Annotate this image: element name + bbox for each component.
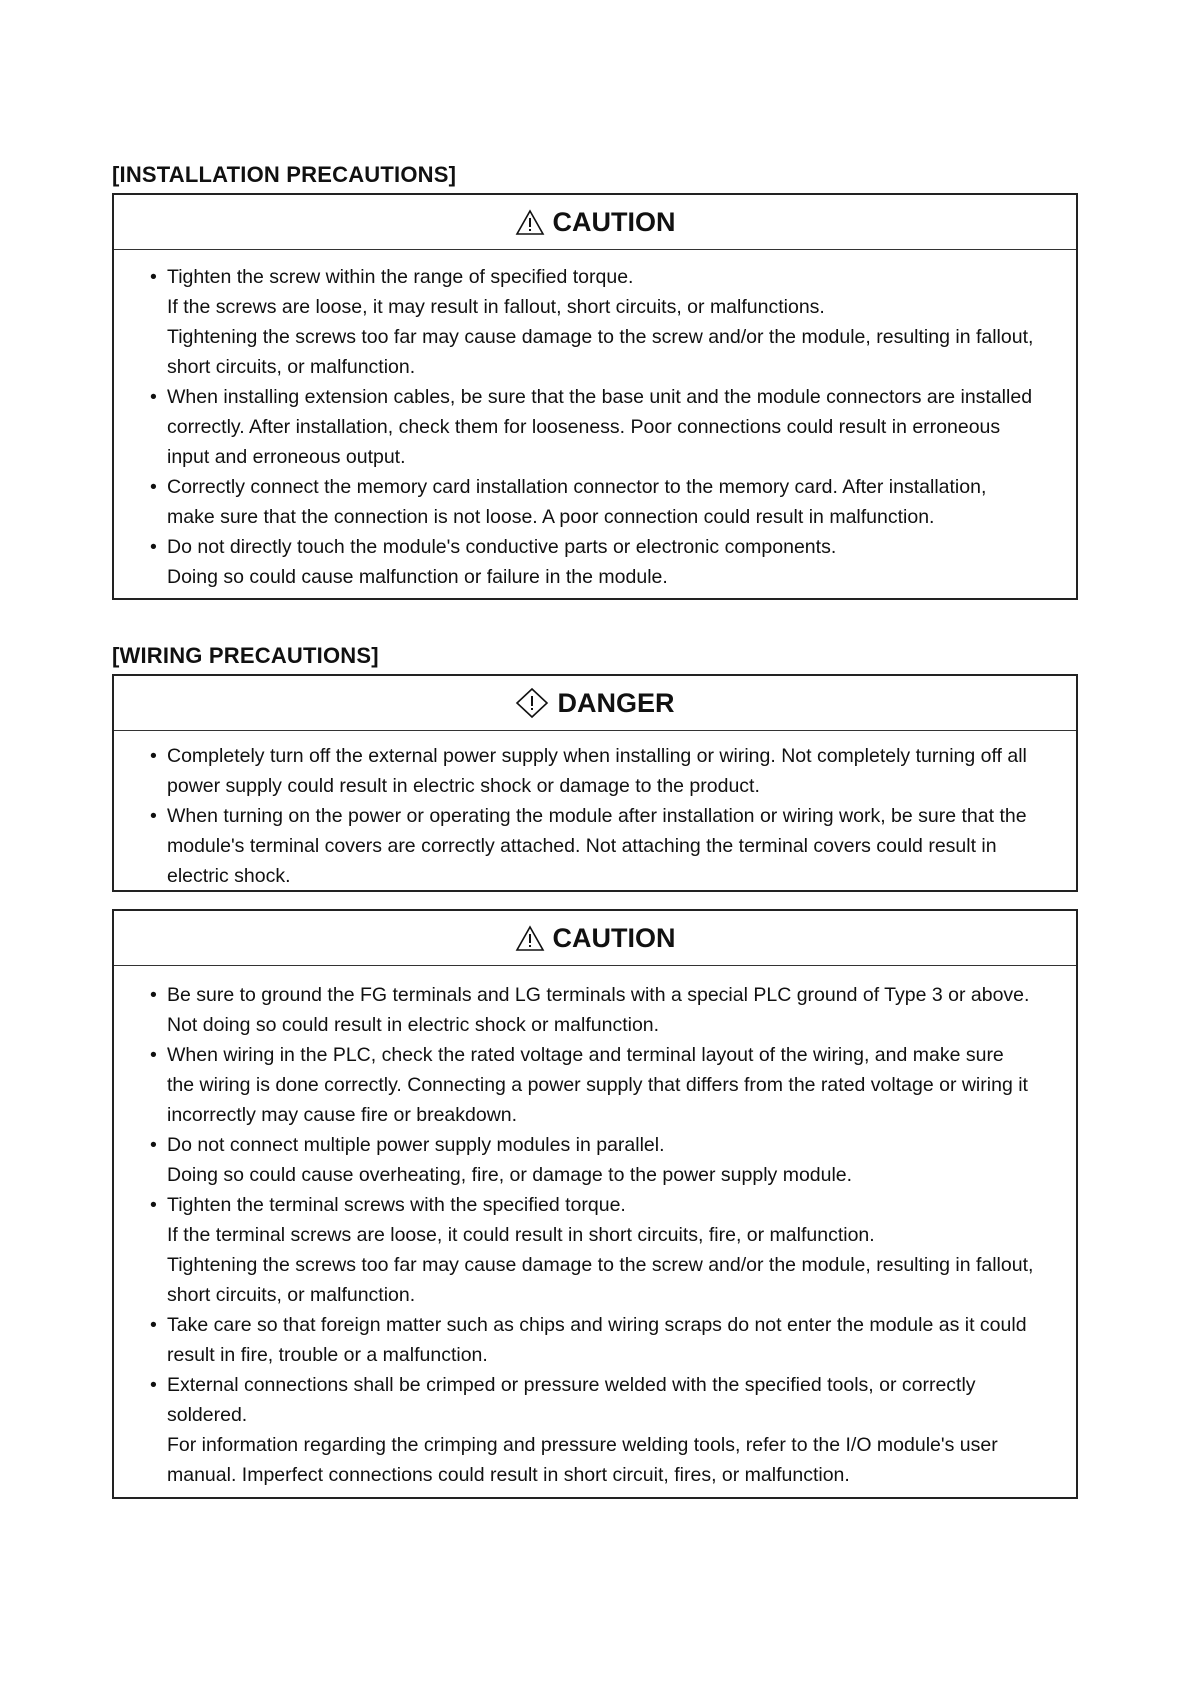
precaution-item xyxy=(150,741,1036,801)
precaution-line: Tighten the screw within the range of specified torque. xyxy=(167,266,634,288)
warning-triangle-icon xyxy=(515,209,545,236)
caution-heading: CAUTION xyxy=(552,922,676,953)
precaution-line: External connections shall be crimped or pressure welded with the specified tools, or correctly soldered. xyxy=(167,1374,976,1426)
precaution-line: For information regarding the crimping and pressure welding tools, refer to the I/O module's user manual. Imperfect connections could result in short circuit, fires, or malfunction. xyxy=(167,1434,998,1486)
danger-diamond-icon xyxy=(515,687,549,719)
precaution-item xyxy=(150,262,1036,382)
precaution-line: Doing so could cause overheating, fire, or damage to the power supply module. xyxy=(167,1164,853,1186)
wiring-section-title: [WIRING PRECAUTIONS] xyxy=(112,643,379,668)
caution-heading: CAUTION xyxy=(552,206,676,237)
bullet-icon: • xyxy=(150,1374,157,1396)
precaution-item xyxy=(150,532,1036,592)
precaution-line: Tightening the screws too far may cause damage to the screw and/or the module, resulting in fallout, short circuits, or malfunction. xyxy=(167,326,1034,378)
bullet-icon: • xyxy=(150,805,157,827)
bullet-icon: • xyxy=(150,1044,157,1066)
precaution-line: If the terminal screws are loose, it could result in short circuits, fire, or malfunction. xyxy=(167,1224,875,1246)
installation-caution-box xyxy=(112,193,1078,600)
wiring-danger-box xyxy=(112,674,1078,892)
precaution-line: Take care so that foreign matter such as chips and wiring scraps do not enter the module as it could result in fire, trouble or a malfunction. xyxy=(167,1314,1027,1366)
precaution-line: Doing so could cause malfunction or failure in the module. xyxy=(167,566,668,588)
bullet-icon: • xyxy=(150,1314,157,1336)
precaution-item xyxy=(150,1040,1036,1130)
precaution-item xyxy=(150,801,1036,891)
precaution-line: When turning on the power or operating the module after installation or wiring work, be sure that the module's terminal covers are correctly attached. Not attaching the terminal covers could result in electric shock. xyxy=(167,805,1027,887)
precaution-item xyxy=(150,1370,1036,1490)
installation-caution-body xyxy=(114,250,1076,592)
precaution-line: Tightening the screws too far may cause damage to the screw and/or the module, resulting in fallout, short circuits, or malfunction. xyxy=(167,1254,1034,1306)
precaution-line: Do not directly touch the module's conductive parts or electronic components. xyxy=(167,536,837,558)
precaution-line: Be sure to ground the FG terminals and LG terminals with a special PLC ground of Type 3 or above. Not doing so could result in electric shock or malfunction. xyxy=(167,984,1030,1036)
installation-caution-header xyxy=(114,195,1076,250)
bullet-icon: • xyxy=(150,984,157,1006)
wiring-danger-body xyxy=(114,731,1076,891)
precaution-line: Tighten the terminal screws with the specified torque. xyxy=(167,1194,626,1216)
precaution-item xyxy=(150,1310,1036,1370)
bullet-icon: • xyxy=(150,1134,157,1156)
bullet-icon: • xyxy=(150,266,157,288)
precaution-line: Correctly connect the memory card installation connector to the memory card. After installation, make sure that the connection is not loose. A poor connection could result in malfunction. xyxy=(167,476,987,528)
precaution-item xyxy=(150,1130,1036,1190)
precaution-line: Completely turn off the external power supply when installing or wiring. Not completely turning off all power supply could result in electric shock or damage to the product. xyxy=(167,745,1027,797)
precaution-line: When installing extension cables, be sure that the base unit and the module connectors are installed correctly. After installation, check them for looseness. Poor connections could result in erroneous input and erroneous output. xyxy=(167,386,1033,468)
precaution-item xyxy=(150,1190,1036,1310)
precaution-item xyxy=(150,382,1036,472)
bullet-icon: • xyxy=(150,476,157,498)
danger-heading: DANGER xyxy=(557,687,675,718)
bullet-icon: • xyxy=(150,745,157,767)
precaution-line: Do not connect multiple power supply modules in parallel. xyxy=(167,1134,665,1156)
precaution-line: When wiring in the PLC, check the rated voltage and terminal layout of the wiring, and make sure the wiring is done correctly. Connecting a power supply that differs from the rated voltage or wiring it incorrectly may cause fire or breakdown. xyxy=(167,1044,1028,1126)
bullet-icon: • xyxy=(150,386,157,408)
wiring-danger-header xyxy=(114,676,1076,731)
precaution-line: If the screws are loose, it may result in fallout, short circuits, or malfunctions. xyxy=(167,296,825,318)
installation-section-title: [INSTALLATION PRECAUTIONS] xyxy=(112,162,457,187)
precaution-item xyxy=(150,980,1036,1040)
wiring-caution-body xyxy=(114,966,1076,1490)
bullet-icon: • xyxy=(150,536,157,558)
warning-triangle-icon xyxy=(515,925,545,952)
wiring-caution-box xyxy=(112,909,1078,1499)
precaution-item xyxy=(150,472,1036,532)
bullet-icon: • xyxy=(150,1194,157,1216)
wiring-caution-header xyxy=(114,911,1076,966)
